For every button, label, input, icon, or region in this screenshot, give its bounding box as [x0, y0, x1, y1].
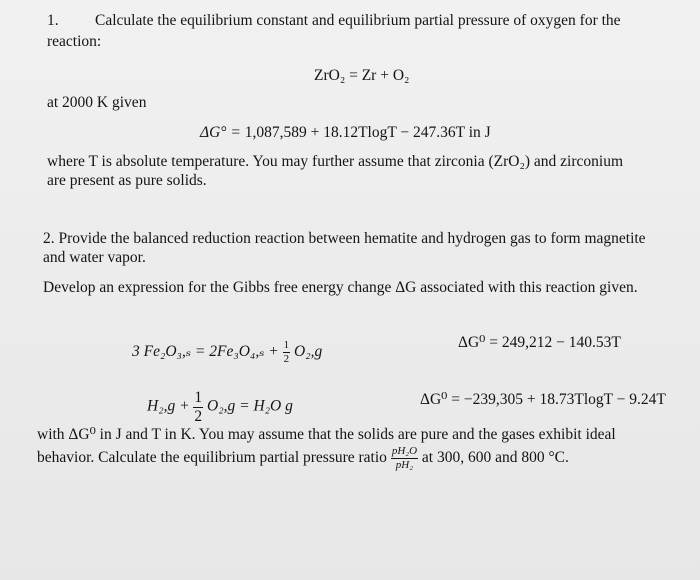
q2-behavior-post: at 300, 600 and 800 °C.: [418, 449, 569, 467]
q1-reaction: ZrO₂ = Zr + O₂: [314, 67, 410, 84]
q2-pressure-ratio: [391, 446, 418, 471]
q1-note-line1: where T is absolute temperature. You may further assume that zirconia (ZrO₂) and zirconium: [47, 153, 624, 170]
q1-line2: reaction:: [47, 33, 102, 50]
q2-r1-frac-num: 1: [283, 339, 290, 351]
q2-r2-half-fraction: [193, 390, 203, 424]
q2-r2-gibbs: ΔG⁰ = −239,305 + 18.73TlogT − 9.24T: [420, 391, 666, 408]
q2-reaction2: [147, 390, 293, 424]
q2-r1-lhs: 3 Fe₂O₃,ₛ = 2Fe₃O₄,ₛ +: [132, 343, 283, 361]
q2-develop: Develop an expression for the Gibbs free energy change ΔG associated with this reaction given.: [43, 279, 638, 296]
q1-line1: Calculate the equilibrium constant and equilibrium partial pressure of oxygen for the: [95, 12, 621, 29]
q1-gibbs-lhs: ΔG° =: [200, 124, 245, 141]
q2-r1-gibbs: ΔG⁰ = 249,212 − 140.53T: [458, 334, 621, 351]
q2-ratio-den: pH₂: [395, 459, 414, 471]
q1-gibbs-equation: [200, 124, 491, 142]
q2-r1-tail: O₂,g: [290, 343, 323, 361]
q2-intro-line1: 2. Provide the balanced reduction reaction between hematite and hydrogen gas to form magnetite: [43, 230, 646, 247]
q2-r1-frac-den: 2: [283, 353, 290, 365]
q1-note-line2: are present as pure solids.: [47, 172, 207, 189]
q2-r2-tail: O₂,g = H₂O g: [203, 397, 293, 415]
q2-behavior-line: [37, 446, 569, 471]
q2-reaction1: [132, 340, 322, 365]
q2-ratio-num: pH₂O: [391, 445, 418, 457]
q1-condition: at 2000 K given: [47, 94, 147, 111]
q2-behavior-pre: behavior. Calculate the equilibrium partial pressure ratio: [37, 449, 391, 467]
q2-r2-frac-den: 2: [194, 407, 203, 425]
q2-with-line: with ΔG⁰ in J and T in K. You may assume that the solids are pure and the gases exhibit ideal: [37, 426, 616, 443]
q2-r2-lhs: H₂,g +: [147, 397, 194, 415]
q1-gibbs-rhs: 1,087,589 + 18.12TlogT − 247.36T in J: [244, 124, 491, 141]
q2-r2-frac-num: 1: [194, 389, 203, 406]
q1-number: 1.: [47, 12, 59, 29]
q2-intro-line2: and water vapor.: [43, 249, 146, 266]
